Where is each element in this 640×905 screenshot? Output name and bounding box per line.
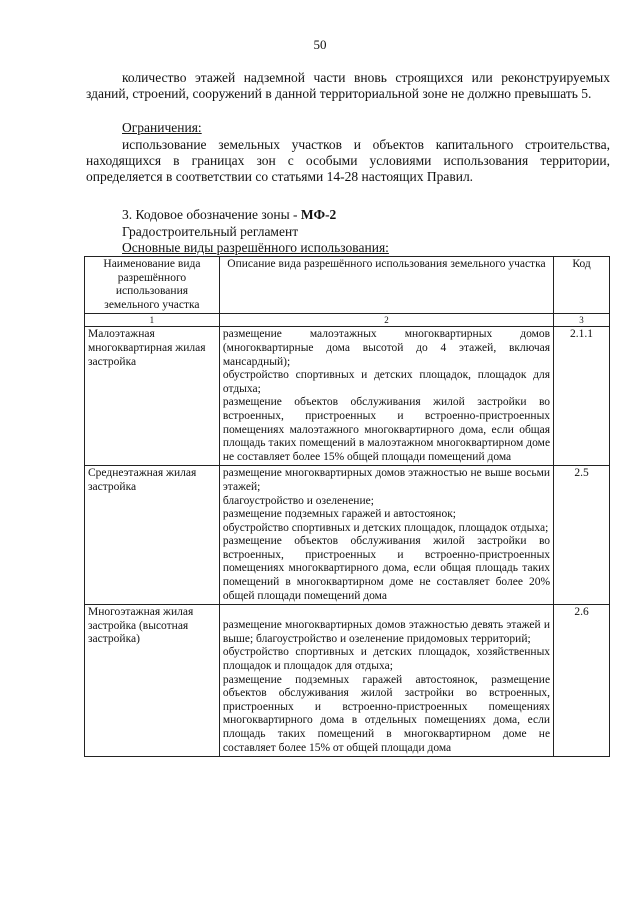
description-line: размещение подземных гаражей автостоянок, размещение объектов обслуживания жилой застройки во встроенных, пристроенных и встроенно-пристроенных помещениях многоквартирного дома в отдельных помещениях дома, если площадь таких помещений в многоквартирном доме не составляет более 15% от общей площади дома (222, 673, 551, 754)
use-description (219, 466, 553, 605)
description-line: размещение малоэтажных многоквартирных домов (многоквартирные дома высотой до 4 этажей, включая мансардный); (222, 328, 551, 368)
description-line: размещение многоквартирных домов этажностью не выше восьми этажей; (222, 467, 551, 493)
description-line: размещение подземных гаражей и автостоянок; (222, 508, 456, 521)
description-line: размещение многоквартирных домов этажностью девять этажей и выше; благоустройство и озеленение придомовых территорий; (222, 619, 551, 645)
table-row (85, 605, 610, 757)
header-description: Описание вида разрешённого использования земельного участка (219, 257, 553, 314)
intro-paragraph: количество этажей надземной части вновь строящихся или реконструируемых зданий, строений, сооружений в данной территориальной зоне не должно превышать 5. (86, 70, 610, 101)
restrictions-heading: Ограничения: (122, 120, 202, 135)
use-name: Среднеэтажная жилая застройка (85, 466, 220, 605)
description-line: благоустройство и озеленение; (222, 494, 374, 507)
table-row (85, 466, 610, 605)
zone-label: 3. Кодовое обозначение зоны - (122, 207, 301, 222)
restrictions-text: использование земельных участков и объектов капитального строительства, находящихся в границах зон с особыми условиями использования территории, определяется в соответствии со статьями 14-28 настоящих Правил. (86, 137, 610, 184)
header-code: Код (554, 257, 610, 314)
column-number: 2 (219, 314, 553, 327)
permitted-uses-table (84, 256, 610, 757)
description-line: размещение объектов обслуживания жилой застройки во встроенных, пристроенных и встроенно-пристроенных помещениях многоквартирного дома, если общая площадь таких помещений в многоквартирном доме не составляет более 20% общей площади помещений дома (222, 535, 551, 602)
use-description (219, 605, 553, 757)
zone-code-line (122, 207, 336, 223)
use-code: 2.5 (554, 466, 610, 605)
column-number-row (85, 314, 610, 327)
column-number: 1 (85, 314, 220, 327)
use-description (219, 327, 553, 466)
description-line: обустройство спортивных и детских площадок, хозяйственных площадок и площадок для отдыха; (222, 646, 551, 673)
use-code: 2.1.1 (554, 327, 610, 466)
zone-code: МФ-2 (300, 207, 337, 222)
use-name: Малоэтажная многоквартирная жилая застройка (85, 327, 220, 466)
use-code: 2.6 (554, 605, 610, 757)
table-header-row (85, 257, 610, 314)
page-number: 50 (313, 37, 327, 52)
description-line: обустройство спортивных и детских площадок, площадок отдыха; (222, 521, 549, 534)
description-line: размещение объектов обслуживания жилой застройки во встроенных, пристроенных и встроенно-пристроенных помещениях малоэтажного многоквартирного дома, если общая площадь таких помещений в малоэтажном многоквартирном доме не составляет более 15% общей площади помещений дома (222, 396, 551, 463)
use-name: Многоэтажная жилая застройка (высотная застройка) (85, 605, 220, 757)
basic-uses-heading: Основные виды разрешённого использования: (122, 240, 389, 255)
column-number: 3 (554, 314, 610, 327)
header-name: Наименование вида разрешённого использования земельного участка (85, 257, 220, 314)
description-line: обустройство спортивных и детских площадок, площадок для отдыха; (222, 369, 551, 395)
table-row (85, 327, 610, 466)
regulation-title: Градостроительный регламент (122, 224, 299, 239)
